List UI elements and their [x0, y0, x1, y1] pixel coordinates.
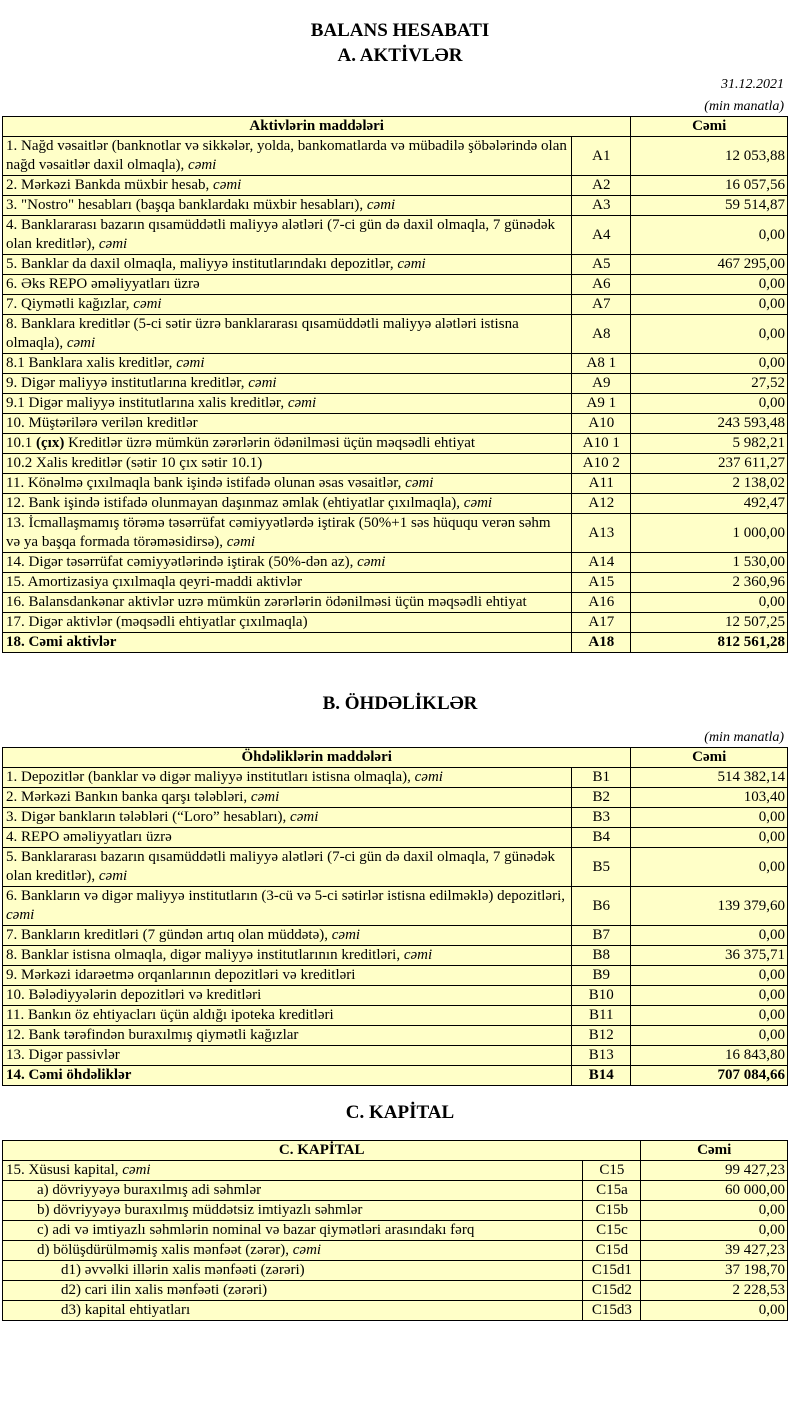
- table-row: [3, 295, 788, 315]
- table-row: [3, 176, 788, 196]
- table-row: [3, 887, 788, 926]
- row-label-part: 7. Qiymətli kağızlar,: [6, 296, 134, 312]
- table-row: [3, 394, 788, 414]
- row-value: 1 000,00: [631, 514, 788, 553]
- row-code: A16: [572, 593, 631, 613]
- row-label-part: 10. Bələdiyyələrin depozitləri və kreditləri: [6, 987, 262, 1003]
- row-value: 37 198,70: [641, 1261, 788, 1281]
- row-label-part: 13. Digər passivlər: [6, 1047, 120, 1063]
- row-label-part: 5. Banklar da daxil olmaqla, maliyyə institutlarındakı depozitlər,: [6, 256, 398, 272]
- row-label-part: 2. Mərkəzi Bankda müxbir hesab,: [6, 177, 214, 193]
- row-code: A15: [572, 573, 631, 593]
- row-label-part: 8. Banklara kreditlər (5-ci sətir üzrə banklararası qısamüddətli maliyyə alətləri istisna olmaqla),: [6, 316, 519, 351]
- row-code: A10: [572, 414, 631, 434]
- row-label-part: 6. Əks REPO əməliyyatları üzrə: [6, 276, 200, 292]
- row-label: [3, 394, 572, 414]
- row-code: A17: [572, 613, 631, 633]
- row-label-part: 1. Depozitlər (banklar və digər maliyyə institutları istisna olmaqla),: [6, 769, 415, 785]
- row-code: C15d3: [583, 1301, 641, 1321]
- row-label-part: cəmi: [357, 554, 386, 570]
- row-label-part: 14. Digər təsərrüfat cəmiyyətlərində iştirak (50%-dən az),: [6, 554, 358, 570]
- section-c-title: C. KAPİTAL: [345, 1102, 455, 1123]
- row-label-part: cəmi: [122, 1162, 151, 1178]
- row-label: [3, 1261, 583, 1281]
- row-code: A14: [572, 553, 631, 573]
- row-label: [3, 295, 572, 315]
- row-code: B12: [572, 1026, 631, 1046]
- table-row: [3, 275, 788, 295]
- assets-rows: [3, 137, 788, 653]
- row-label: [3, 1046, 572, 1066]
- table-row: [3, 514, 788, 553]
- row-code: B5: [572, 848, 631, 887]
- row-label: [3, 414, 572, 434]
- row-label: [3, 275, 572, 295]
- row-code: B9: [572, 966, 631, 986]
- row-value: 39 427,23: [641, 1241, 788, 1261]
- table-row: [3, 1026, 788, 1046]
- row-code: B6: [572, 887, 631, 926]
- row-value: 60 000,00: [641, 1181, 788, 1201]
- row-label-part: cəmi: [463, 495, 493, 511]
- table-row: [3, 828, 788, 848]
- row-code: A1: [572, 137, 631, 176]
- row-label-part: cəmi: [366, 197, 396, 213]
- row-label: [3, 137, 572, 176]
- row-code: A2: [572, 176, 631, 196]
- table-row: [3, 454, 788, 474]
- row-label: [3, 966, 572, 986]
- row-label-part: 15. Xüsusi kapital,: [6, 1162, 123, 1178]
- row-code: A10 1: [572, 434, 631, 454]
- row-label-part: d2) cari ilin xalis mənfəəti (zərəri): [61, 1282, 268, 1298]
- row-label-part: 4. Banklararası bazarın qısamüddətli maliyyə alətləri (7-ci gün də daxil olmaqla, 7 günədək olan kreditlər),: [6, 217, 555, 252]
- row-value: 16 843,80: [631, 1046, 788, 1066]
- capital-header-label: C. KAPİTAL: [3, 1141, 641, 1161]
- row-label-part: 8.1 Banklara xalis kreditlər,: [6, 355, 177, 371]
- row-value: 12 507,25: [631, 613, 788, 633]
- row-code: B1: [572, 768, 631, 788]
- row-value: 0,00: [631, 808, 788, 828]
- table-row: [3, 434, 788, 454]
- row-label-part: cəmi: [405, 475, 434, 491]
- table-row: [3, 1161, 788, 1181]
- row-code: A9 1: [572, 394, 631, 414]
- row-label-part: Kreditlər üzrə mümkün zərərlərin ödənilməsi üçün məqsədli ehtiyat: [64, 435, 476, 451]
- row-value: 0,00: [631, 966, 788, 986]
- row-label: [3, 788, 572, 808]
- row-label: [3, 1006, 572, 1026]
- table-row: [3, 216, 788, 255]
- report-date: 31.12.2021: [721, 77, 784, 92]
- row-code: A8: [572, 315, 631, 354]
- row-label: [3, 613, 572, 633]
- row-label-part: 9. Mərkəzi idarəetmə orqanlarının depozitləri və kreditləri: [6, 967, 356, 983]
- table-row: [3, 768, 788, 788]
- row-code: C15a: [583, 1181, 641, 1201]
- row-value: 2 228,53: [641, 1281, 788, 1301]
- row-label: [3, 1301, 583, 1321]
- table-row: [3, 926, 788, 946]
- row-label: [3, 1241, 583, 1261]
- section-b-title: B. ÖHDƏLİKLƏR: [322, 693, 478, 714]
- row-label-part: cəmi: [287, 395, 317, 411]
- row-code: C15d: [583, 1241, 641, 1261]
- row-label-part: cəmi: [290, 809, 319, 825]
- row-label-part: d) bölüşdürülməmiş xalis mənfəət (zərər),: [37, 1242, 293, 1258]
- row-value: 237 611,27: [631, 454, 788, 474]
- capital-table: [2, 1140, 788, 1321]
- row-label-part: 7. Bankların kreditləri (7 gündən artıq olan müddətə),: [6, 927, 332, 943]
- row-code: A8 1: [572, 354, 631, 374]
- assets-header-label: Aktivlərin maddələri: [3, 117, 631, 137]
- row-label-part: 12. Bank tərəfindən buraxılmış qiymətli kağızlar: [6, 1027, 299, 1043]
- row-code: C15: [583, 1161, 641, 1181]
- row-label: [3, 926, 572, 946]
- table-row: [3, 1201, 788, 1221]
- row-value: 1 530,00: [631, 553, 788, 573]
- row-value: 243 593,48: [631, 414, 788, 434]
- liabilities-header-value: Cəmi: [631, 748, 788, 768]
- row-value: 0,00: [631, 1006, 788, 1026]
- row-label-part: cəmi: [133, 296, 162, 312]
- row-label-part: 13. İcmallaşmamış törəmə təsərrüfat cəmiyyətlərdə iştirak (50%+1 səs hüququ verən səhm və ya başqa formada törəməsidirsə),: [6, 515, 551, 550]
- assets-header-value: Cəmi: [631, 117, 788, 137]
- row-value: 0,00: [631, 216, 788, 255]
- row-label: [3, 848, 572, 887]
- row-label: [3, 986, 572, 1006]
- row-code: A4: [572, 216, 631, 255]
- row-label-part: cəmi: [188, 157, 217, 173]
- table-row: [3, 255, 788, 275]
- row-code: A9: [572, 374, 631, 394]
- row-label-part: cəmi: [98, 236, 128, 252]
- row-label: [3, 434, 572, 454]
- row-code: A6: [572, 275, 631, 295]
- row-label-part: cəmi: [403, 947, 433, 963]
- row-code: A5: [572, 255, 631, 275]
- row-value: 0,00: [641, 1221, 788, 1241]
- row-code: B10: [572, 986, 631, 1006]
- row-value: 0,00: [631, 926, 788, 946]
- row-value: 12 053,88: [631, 137, 788, 176]
- table-row: [3, 1006, 788, 1026]
- row-code: B14: [572, 1066, 631, 1086]
- table-row: [3, 788, 788, 808]
- row-label: [3, 514, 572, 553]
- table-row: [3, 613, 788, 633]
- row-label-part: 11. Könəlmə çıxılmaqla bank işində istifadə olunan əsas vəsaitlər,: [6, 475, 406, 491]
- row-label-part: 6. Bankların və digər maliyyə institutların (3-cü və 5-ci sətirlər istisna edilməklə) depozitləri,: [6, 888, 565, 904]
- row-label: [3, 1066, 572, 1086]
- row-label: [3, 1026, 572, 1046]
- table-row: [3, 374, 788, 394]
- row-label-part: d1) əvvəlki illərin xalis mənfəəti (zərəri): [61, 1262, 305, 1278]
- row-label: [3, 593, 572, 613]
- table-row: [3, 137, 788, 176]
- table-row: [3, 1241, 788, 1261]
- row-label: [3, 808, 572, 828]
- row-label-part: 9.1 Digər maliyyə institutlarına xalis kreditlər,: [6, 395, 288, 411]
- row-code: A3: [572, 196, 631, 216]
- row-label-part: 16. Balansdankənar aktivlər uzrə mümkün zərərlərin ödənilməsi üçün məqsədli ehtiyat: [6, 594, 527, 610]
- row-value: 99 427,23: [641, 1161, 788, 1181]
- table-row: [3, 946, 788, 966]
- table-row: [3, 808, 788, 828]
- row-code: A13: [572, 514, 631, 553]
- row-value: 0,00: [641, 1201, 788, 1221]
- row-label-part: (çıx): [36, 435, 65, 451]
- capital-header-value: Cəmi: [641, 1141, 788, 1161]
- row-value: 103,40: [631, 788, 788, 808]
- row-value: 0,00: [631, 848, 788, 887]
- row-label: [3, 828, 572, 848]
- table-row: [3, 633, 788, 653]
- table-row: [3, 593, 788, 613]
- row-value: 0,00: [631, 295, 788, 315]
- row-label: [3, 553, 572, 573]
- table-row: [3, 1301, 788, 1321]
- row-code: B4: [572, 828, 631, 848]
- row-label-part: cəmi: [331, 927, 361, 943]
- row-label: [3, 1201, 583, 1221]
- row-label-part: 14. Cəmi öhdəliklər: [6, 1067, 132, 1083]
- row-value: 0,00: [631, 275, 788, 295]
- row-label-part: cəmi: [98, 868, 128, 884]
- row-value: 16 057,56: [631, 176, 788, 196]
- row-label: [3, 494, 572, 514]
- row-code: A10 2: [572, 454, 631, 474]
- row-label-part: 8. Banklar istisna olmaqla, digər maliyyə institutlarının kreditləri,: [6, 947, 404, 963]
- table-row: [3, 1261, 788, 1281]
- row-label: [3, 946, 572, 966]
- row-value: 139 379,60: [631, 887, 788, 926]
- row-label: [3, 196, 572, 216]
- row-value: 27,52: [631, 374, 788, 394]
- row-value: 0,00: [631, 315, 788, 354]
- row-label-part: cəmi: [226, 534, 256, 550]
- row-value: 0,00: [631, 1026, 788, 1046]
- row-label-part: 18. Cəmi aktivlər: [6, 634, 117, 650]
- row-value: 514 382,14: [631, 768, 788, 788]
- row-label: [3, 255, 572, 275]
- row-label-part: 2. Mərkəzi Bankın banka qarşı tələbləri,: [6, 789, 251, 805]
- row-code: C15b: [583, 1201, 641, 1221]
- table-row: [3, 474, 788, 494]
- row-label-part: cəmi: [414, 769, 443, 785]
- row-value: 2 138,02: [631, 474, 788, 494]
- capital-rows: [3, 1161, 788, 1321]
- table-row: [3, 1066, 788, 1086]
- row-code: B13: [572, 1046, 631, 1066]
- row-label: [3, 454, 572, 474]
- row-label-part: cəmi: [6, 907, 35, 923]
- row-label-part: 10.2 Xalis kreditlər (sətir 10 çıx sətir 10.1): [6, 455, 263, 471]
- row-value: 0,00: [631, 394, 788, 414]
- row-code: A11: [572, 474, 631, 494]
- unit-note-b: (min manatla): [704, 730, 784, 745]
- row-code: C15d2: [583, 1281, 641, 1301]
- row-label: [3, 216, 572, 255]
- row-value: 36 375,71: [631, 946, 788, 966]
- row-label-part: 12. Bank işində istifadə olunmayan daşınmaz əmlak (ehtiyatlar çıxılmaqla),: [6, 495, 464, 511]
- row-label-part: a) dövriyyəyə buraxılmış adi səhmlər: [37, 1182, 262, 1198]
- table-row: [3, 494, 788, 514]
- row-code: C15c: [583, 1221, 641, 1241]
- row-value: 0,00: [641, 1301, 788, 1321]
- section-a-title: A. AKTİVLƏR: [337, 45, 463, 66]
- row-label-part: 10. Müştərilərə verilən kreditlər: [6, 415, 198, 431]
- row-label-part: c) adi və imtiyazlı səhmlərin nominal və bazar qiymətləri arasındakı fərq: [37, 1222, 475, 1238]
- row-label-part: d3) kapital ehtiyatları: [61, 1302, 191, 1318]
- row-code: A7: [572, 295, 631, 315]
- row-label: [3, 887, 572, 926]
- row-label: [3, 1161, 583, 1181]
- row-label-part: cəmi: [250, 789, 280, 805]
- row-label-part: cəmi: [66, 335, 96, 351]
- row-label: [3, 768, 572, 788]
- table-row: [3, 414, 788, 434]
- row-value: 0,00: [631, 828, 788, 848]
- row-label: [3, 573, 572, 593]
- liabilities-rows: [3, 768, 788, 1086]
- row-label: [3, 374, 572, 394]
- table-row: [3, 196, 788, 216]
- row-label-part: 17. Digər aktivlər (məqsədli ehtiyatlar çıxılmaqla): [6, 614, 308, 630]
- row-code: A12: [572, 494, 631, 514]
- row-label-part: 3. "Nostro" hesabları (başqa banklardakı müxbir hesabları),: [6, 197, 367, 213]
- row-value: 0,00: [631, 986, 788, 1006]
- table-row: [3, 553, 788, 573]
- row-label-part: 11. Bankın öz ehtiyacları üçün aldığı ipoteka kreditləri: [6, 1007, 334, 1023]
- report-title: BALANS HESABATI: [310, 20, 490, 41]
- row-code: B2: [572, 788, 631, 808]
- row-label: [3, 176, 572, 196]
- row-code: C15d1: [583, 1261, 641, 1281]
- row-label: [3, 1281, 583, 1301]
- row-label-part: cəmi: [397, 256, 426, 272]
- row-value: 2 360,96: [631, 573, 788, 593]
- row-value: 492,47: [631, 494, 788, 514]
- row-label-part: 10.1: [6, 435, 36, 451]
- row-value: 0,00: [631, 354, 788, 374]
- row-label-part: cəmi: [213, 177, 242, 193]
- table-row: [3, 1281, 788, 1301]
- row-label-part: 9. Digər maliyyə institutlarına kreditlər,: [6, 375, 249, 391]
- row-code: B8: [572, 946, 631, 966]
- table-row: [3, 966, 788, 986]
- row-code: B11: [572, 1006, 631, 1026]
- row-code: A18: [572, 633, 631, 653]
- row-label: [3, 1181, 583, 1201]
- row-label: [3, 633, 572, 653]
- row-label-part: 1. Nağd vəsaitlər (banknotlar və sikkələr, yolda, bankomatlarda və mübadilə şöbələrində olan nağd vəsaitlər daxil olmaqla),: [6, 138, 567, 173]
- row-label-part: 3. Digər bankların tələbləri (“Loro” hesabları),: [6, 809, 291, 825]
- row-label: [3, 354, 572, 374]
- row-code: B7: [572, 926, 631, 946]
- row-label: [3, 315, 572, 354]
- table-row: [3, 573, 788, 593]
- row-label-part: cəmi: [292, 1242, 322, 1258]
- table-row: [3, 1221, 788, 1241]
- assets-table: [2, 116, 788, 653]
- table-row: [3, 1181, 788, 1201]
- unit-note-a: (min manatla): [704, 99, 784, 114]
- row-label: [3, 1221, 583, 1241]
- row-value: 0,00: [631, 593, 788, 613]
- row-code: B3: [572, 808, 631, 828]
- row-label-part: 4. REPO əməliyyatları üzrə: [6, 829, 172, 845]
- row-label-part: cəmi: [176, 355, 205, 371]
- table-row: [3, 315, 788, 354]
- table-row: [3, 354, 788, 374]
- liabilities-table: [2, 747, 788, 1086]
- row-value: 707 084,66: [631, 1066, 788, 1086]
- row-value: 467 295,00: [631, 255, 788, 275]
- table-row: [3, 848, 788, 887]
- row-value: 5 982,21: [631, 434, 788, 454]
- liabilities-header-label: Öhdəliklərin maddələri: [3, 748, 631, 768]
- row-value: 812 561,28: [631, 633, 788, 653]
- row-label-part: cəmi: [248, 375, 277, 391]
- row-label-part: b) dövriyyəyə buraxılmış müddətsiz imtiyazlı səhmlər: [37, 1202, 363, 1218]
- row-value: 59 514,87: [631, 196, 788, 216]
- table-row: [3, 986, 788, 1006]
- row-label: [3, 474, 572, 494]
- row-label-part: 5. Banklararası bazarın qısamüddətli maliyyə alətləri (7-ci gün də daxil olmaqla, 7 günədək olan kreditlər),: [6, 849, 555, 884]
- row-label-part: 15. Amortizasiya çıxılmaqla qeyri-maddi aktivlər: [6, 574, 303, 590]
- table-row: [3, 1046, 788, 1066]
